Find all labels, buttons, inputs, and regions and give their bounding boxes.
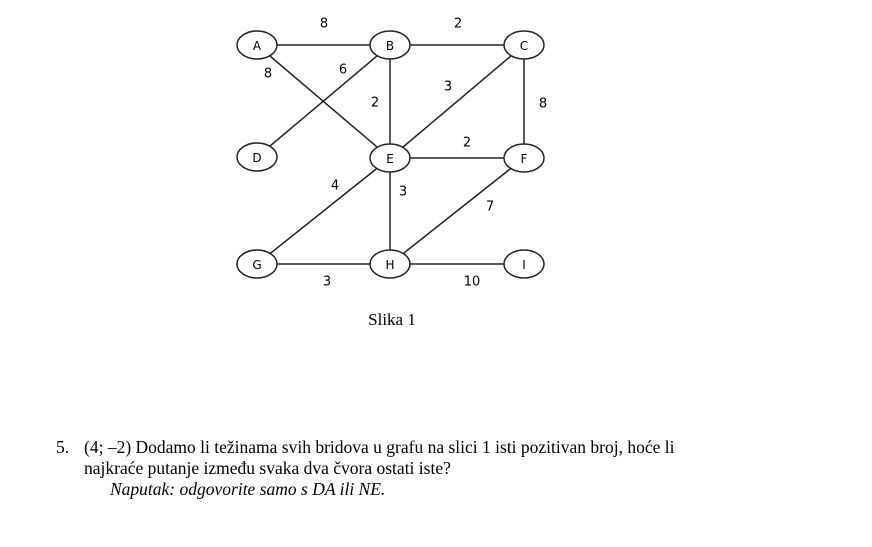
edge-e-f-weight: 2 <box>462 135 472 151</box>
node-i <box>504 250 544 278</box>
edge-a-e-weight: 8 <box>263 66 273 82</box>
node-d <box>237 143 277 171</box>
question-number: 5. <box>56 437 70 457</box>
node-b <box>370 31 410 59</box>
edge-f-h <box>390 158 524 264</box>
node-c-label: C <box>519 39 529 53</box>
question-line-1: (4; –2) Dodamo li težinama svih bridova u grafu na slici 1 isti pozitivan broj, hoće li <box>84 437 675 457</box>
node-a-label: A <box>252 39 262 53</box>
node-e-label: E <box>386 152 394 166</box>
node-c <box>504 31 544 59</box>
node-b-label: B <box>385 39 395 53</box>
figure-caption: Slika 1 <box>368 310 416 329</box>
node-d-label: D <box>252 151 262 165</box>
node-h-label: H <box>385 258 395 272</box>
edge-f-h-weight: 7 <box>485 199 495 215</box>
edge-b-c-weight: 2 <box>453 16 463 32</box>
edge-a-b-weight: 8 <box>319 16 329 32</box>
edge-e-g-weight: 4 <box>330 178 340 194</box>
edge-e-h-weight: 3 <box>398 184 408 200</box>
question-line-2: najkraće putanje između svaka dva čvora ostati iste? <box>84 458 451 478</box>
question-text <box>84 437 816 500</box>
question-hint: Naputak: odgovorite samo s DA ili NE. <box>110 479 386 499</box>
node-i-label: I <box>522 258 526 272</box>
node-e <box>370 144 410 172</box>
question-block <box>56 437 816 500</box>
edge-g-h-weight: 3 <box>322 274 332 290</box>
edge-e-g <box>257 158 390 264</box>
edge-c-f-weight: 8 <box>538 96 548 112</box>
edge-b-d-weight: 6 <box>338 62 348 78</box>
edge-h-i-weight: 10 <box>463 274 481 290</box>
edge-b-e-weight: 2 <box>370 95 380 111</box>
node-a <box>237 31 277 59</box>
edge-c-e-weight: 3 <box>443 79 453 95</box>
node-g <box>237 250 277 278</box>
node-f <box>504 144 544 172</box>
node-g-label: G <box>252 258 262 272</box>
node-h <box>370 250 410 278</box>
node-f-label: F <box>520 152 528 166</box>
edge-c-e <box>390 45 524 158</box>
